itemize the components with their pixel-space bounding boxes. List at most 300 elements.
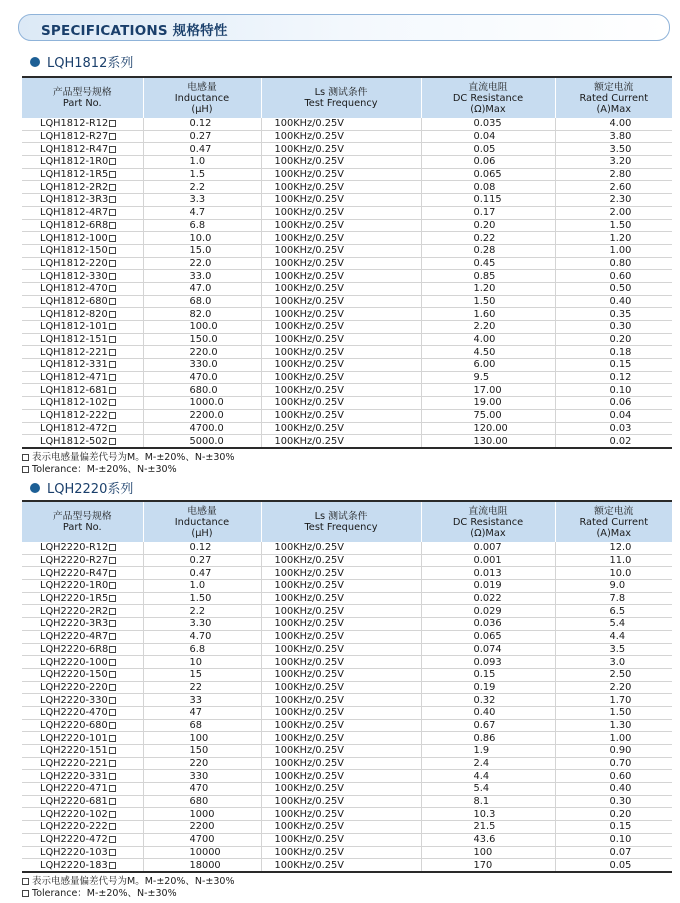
cell-inductance bbox=[143, 580, 261, 593]
table-row bbox=[22, 371, 672, 384]
cell-text: 680.0 bbox=[189, 384, 218, 396]
cell-text: 4700 bbox=[189, 834, 215, 846]
cell-dc-resistance bbox=[421, 308, 555, 321]
cell-part-no bbox=[22, 257, 143, 270]
cell-text: 100KHz/0.25V bbox=[274, 156, 344, 168]
tolerance-box-icon bbox=[109, 646, 116, 653]
tolerance-note-lqh2220 bbox=[22, 876, 235, 899]
cell-text: 1.30 bbox=[609, 719, 632, 731]
cell-text: 0.036 bbox=[473, 618, 502, 630]
cell-text: 0.30 bbox=[609, 321, 632, 333]
cell-text: 1.00 bbox=[609, 732, 632, 744]
table-row bbox=[22, 384, 672, 397]
table-row bbox=[22, 206, 672, 219]
cell-inductance bbox=[143, 745, 261, 758]
cell-dc-resistance bbox=[421, 580, 555, 593]
cell-rated-current bbox=[555, 346, 672, 359]
column-header-dc-resistance bbox=[421, 77, 555, 118]
series-title-text: LQH1812系列 bbox=[47, 56, 134, 71]
cell-dc-resistance bbox=[421, 435, 555, 448]
cell-dc-resistance bbox=[421, 795, 555, 808]
cell-text: 10.0 bbox=[609, 567, 632, 579]
cell-rated-current bbox=[555, 795, 672, 808]
tolerance-box-icon bbox=[109, 146, 116, 153]
table-row bbox=[22, 554, 672, 567]
cell-text: 10 bbox=[189, 656, 202, 668]
cell-text: 3.3 bbox=[189, 194, 206, 206]
cell-rated-current bbox=[555, 384, 672, 397]
table-row bbox=[22, 618, 672, 631]
cell-text: 3.30 bbox=[189, 618, 212, 630]
cell-part-no bbox=[22, 397, 143, 410]
table-row bbox=[22, 795, 672, 808]
cell-text: 0.019 bbox=[473, 580, 502, 592]
cell-test-frequency bbox=[261, 719, 421, 732]
table-row bbox=[22, 156, 672, 169]
cell-text: 100KHz/0.25V bbox=[274, 169, 344, 181]
cell-text: 0.065 bbox=[473, 631, 502, 643]
cell-rated-current bbox=[555, 409, 672, 422]
cell-part-no bbox=[22, 821, 143, 834]
cell-part-no bbox=[22, 770, 143, 783]
cell-dc-resistance bbox=[421, 219, 555, 232]
cell-inductance bbox=[143, 308, 261, 321]
column-header-part-no-cn: 产品型号规格 bbox=[52, 87, 112, 98]
table-row bbox=[22, 643, 672, 656]
spec-table-lqh1812 bbox=[22, 76, 672, 449]
cell-text: 0.04 bbox=[609, 410, 632, 422]
tolerance-box-icon bbox=[109, 709, 116, 716]
tolerance-box-icon bbox=[109, 412, 116, 419]
tolerance-box-icon bbox=[109, 247, 116, 254]
cell-part-no bbox=[22, 244, 143, 257]
cell-text: LQH2220-3R3 bbox=[40, 618, 109, 630]
cell-text: 2200.0 bbox=[189, 410, 224, 422]
cell-inductance bbox=[143, 194, 261, 207]
cell-text: 0.30 bbox=[609, 796, 632, 808]
cell-rated-current bbox=[555, 783, 672, 796]
tolerance-box-icon bbox=[109, 438, 116, 445]
cell-text: 0.029 bbox=[473, 605, 502, 617]
cell-part-no bbox=[22, 580, 143, 593]
cell-part-no bbox=[22, 181, 143, 194]
cell-dc-resistance bbox=[421, 846, 555, 859]
cell-part-no bbox=[22, 118, 143, 130]
cell-rated-current bbox=[555, 308, 672, 321]
cell-rated-current bbox=[555, 156, 672, 169]
cell-rated-current bbox=[555, 821, 672, 834]
cell-text: 1.60 bbox=[473, 308, 496, 320]
cell-text: LQH1812-100 bbox=[40, 232, 108, 244]
table-row bbox=[22, 219, 672, 232]
cell-dc-resistance bbox=[421, 821, 555, 834]
cell-text: 120.00 bbox=[473, 422, 508, 434]
tolerance-box-icon bbox=[109, 235, 116, 242]
cell-text: LQH1812-680 bbox=[40, 295, 108, 307]
cell-text: 1.5 bbox=[189, 169, 206, 181]
cell-inductance bbox=[143, 732, 261, 745]
table-row bbox=[22, 592, 672, 605]
cell-inductance bbox=[143, 605, 261, 618]
cell-text: 1.50 bbox=[473, 295, 496, 307]
cell-text: 1000.0 bbox=[189, 397, 224, 409]
cell-text: 470 bbox=[189, 783, 209, 795]
cell-text: 100KHz/0.25V bbox=[274, 283, 344, 295]
column-header-rated-current-en: Rated Current bbox=[579, 516, 649, 528]
table-row bbox=[22, 833, 672, 846]
cell-text: LQH1812-681 bbox=[40, 384, 108, 396]
cell-text: 100KHz/0.25V bbox=[274, 308, 344, 320]
cell-text: 100KHz/0.25V bbox=[274, 605, 344, 617]
cell-test-frequency bbox=[261, 270, 421, 283]
cell-text: 5.4 bbox=[609, 618, 626, 630]
cell-inductance bbox=[143, 618, 261, 631]
cell-part-no bbox=[22, 783, 143, 796]
cell-rated-current bbox=[555, 435, 672, 448]
cell-rated-current bbox=[555, 630, 672, 643]
note-text-cn: 表示电感量偏差代号为M。M-±20%、N-±30% bbox=[32, 876, 235, 887]
cell-part-no bbox=[22, 567, 143, 580]
cell-dc-resistance bbox=[421, 130, 555, 143]
table-row bbox=[22, 706, 672, 719]
cell-text: 470.0 bbox=[189, 372, 218, 384]
cell-test-frequency bbox=[261, 130, 421, 143]
cell-text: LQH2220-681 bbox=[40, 796, 108, 808]
cell-dc-resistance bbox=[421, 783, 555, 796]
cell-text: LQH2220-6R8 bbox=[40, 643, 109, 655]
table-row bbox=[22, 308, 672, 321]
cell-inductance bbox=[143, 821, 261, 834]
cell-text: 100.0 bbox=[189, 321, 218, 333]
cell-inductance bbox=[143, 257, 261, 270]
cell-text: 100KHz/0.25V bbox=[274, 334, 344, 346]
cell-text: LQH2220-1R5 bbox=[40, 593, 109, 605]
cell-part-no bbox=[22, 384, 143, 397]
cell-inductance bbox=[143, 783, 261, 796]
cell-dc-resistance bbox=[421, 706, 555, 719]
cell-part-no bbox=[22, 706, 143, 719]
cell-text: 1.9 bbox=[473, 745, 490, 757]
cell-text: 2.20 bbox=[609, 681, 632, 693]
cell-part-no bbox=[22, 757, 143, 770]
cell-text: 2.60 bbox=[609, 181, 632, 193]
cell-test-frequency bbox=[261, 409, 421, 422]
cell-part-no bbox=[22, 409, 143, 422]
cell-dc-resistance bbox=[421, 542, 555, 554]
cell-dc-resistance bbox=[421, 257, 555, 270]
cell-text: 100KHz/0.25V bbox=[274, 257, 344, 269]
cell-rated-current bbox=[555, 282, 672, 295]
cell-dc-resistance bbox=[421, 181, 555, 194]
cell-test-frequency bbox=[261, 706, 421, 719]
cell-test-frequency bbox=[261, 605, 421, 618]
cell-test-frequency bbox=[261, 435, 421, 448]
cell-dc-resistance bbox=[421, 282, 555, 295]
cell-rated-current bbox=[555, 770, 672, 783]
column-header-inductance-cn: 电感量 bbox=[187, 81, 217, 93]
cell-text: LQH1812-151 bbox=[40, 334, 108, 346]
tolerance-box-icon bbox=[109, 557, 116, 564]
cell-inductance bbox=[143, 143, 261, 156]
tolerance-box-icon bbox=[109, 823, 116, 830]
cell-text: LQH2220-220 bbox=[40, 681, 108, 693]
tolerance-box-icon bbox=[109, 836, 116, 843]
table-row bbox=[22, 808, 672, 821]
cell-text: 3.0 bbox=[609, 656, 626, 668]
table-row bbox=[22, 359, 672, 372]
cell-text: 100KHz/0.25V bbox=[274, 232, 344, 244]
note-text-en: Tolerance：M-±20%、N-±30% bbox=[32, 463, 177, 475]
cell-text: 0.15 bbox=[473, 669, 496, 681]
table-row bbox=[22, 567, 672, 580]
cell-text: LQH2220-4R7 bbox=[40, 631, 109, 643]
cell-rated-current bbox=[555, 592, 672, 605]
cell-test-frequency bbox=[261, 181, 421, 194]
cell-rated-current bbox=[555, 580, 672, 593]
cell-text: 0.90 bbox=[609, 745, 632, 757]
column-header-inductance-en: Inductance bbox=[174, 516, 230, 528]
cell-rated-current bbox=[555, 359, 672, 372]
cell-text: 100KHz/0.25V bbox=[274, 859, 344, 871]
tolerance-box-icon bbox=[109, 862, 116, 869]
cell-text: 0.18 bbox=[609, 346, 632, 358]
cell-test-frequency bbox=[261, 168, 421, 181]
cell-inductance bbox=[143, 859, 261, 872]
cell-dc-resistance bbox=[421, 359, 555, 372]
cell-text: 100KHz/0.25V bbox=[274, 542, 344, 554]
note-line-cn bbox=[22, 452, 235, 464]
cell-text: 43.6 bbox=[473, 834, 496, 846]
cell-inductance bbox=[143, 333, 261, 346]
cell-text: 4.7 bbox=[189, 207, 206, 219]
cell-part-no bbox=[22, 232, 143, 245]
column-header-test-frequency-en: Test Frequency bbox=[304, 522, 378, 533]
cell-part-no bbox=[22, 308, 143, 321]
cell-text: 75.00 bbox=[473, 410, 502, 422]
cell-text: 0.60 bbox=[609, 770, 632, 782]
cell-dc-resistance bbox=[421, 321, 555, 334]
cell-text: 100KHz/0.25V bbox=[274, 580, 344, 592]
tolerance-box-icon bbox=[109, 298, 116, 305]
cell-dc-resistance bbox=[421, 668, 555, 681]
cell-rated-current bbox=[555, 643, 672, 656]
cell-text: 100KHz/0.25V bbox=[274, 783, 344, 795]
cell-part-no bbox=[22, 282, 143, 295]
page-title: SPECIFICATIONS 规格特性 bbox=[41, 23, 228, 39]
column-header-test-frequency-cn: Ls 测试条件 bbox=[314, 511, 368, 522]
cell-test-frequency bbox=[261, 371, 421, 384]
cell-dc-resistance bbox=[421, 206, 555, 219]
column-header-inductance-en2: (μH) bbox=[191, 103, 213, 115]
cell-text: 100 bbox=[189, 732, 209, 744]
table-row bbox=[22, 656, 672, 669]
cell-rated-current bbox=[555, 422, 672, 435]
table-row bbox=[22, 397, 672, 410]
tolerance-box-icon bbox=[109, 798, 116, 805]
cell-text: 100KHz/0.25V bbox=[274, 643, 344, 655]
tolerance-box-icon bbox=[109, 697, 116, 704]
cell-test-frequency bbox=[261, 656, 421, 669]
tolerance-box-icon bbox=[109, 311, 116, 318]
cell-rated-current bbox=[555, 270, 672, 283]
cell-text: 1.50 bbox=[609, 707, 632, 719]
cell-text: 100KHz/0.25V bbox=[274, 118, 344, 130]
cell-text: 18000 bbox=[189, 859, 221, 871]
cell-text: 0.45 bbox=[473, 257, 496, 269]
cell-rated-current bbox=[555, 745, 672, 758]
cell-text: LQH2220-470 bbox=[40, 707, 108, 719]
cell-dc-resistance bbox=[421, 397, 555, 410]
table-row bbox=[22, 435, 672, 448]
cell-text: 0.02 bbox=[609, 435, 632, 447]
cell-text: 0.074 bbox=[473, 643, 502, 655]
cell-inductance bbox=[143, 244, 261, 257]
cell-dc-resistance bbox=[421, 156, 555, 169]
cell-part-no bbox=[22, 542, 143, 554]
tolerance-box-icon bbox=[109, 184, 116, 191]
cell-rated-current bbox=[555, 181, 672, 194]
column-header-part-no bbox=[22, 501, 143, 542]
cell-text: 100KHz/0.25V bbox=[274, 593, 344, 605]
cell-part-no bbox=[22, 219, 143, 232]
cell-text: LQH2220-100 bbox=[40, 656, 108, 668]
specifications-header bbox=[18, 14, 670, 41]
table-row bbox=[22, 630, 672, 643]
cell-inductance bbox=[143, 770, 261, 783]
cell-text: LQH1812-102 bbox=[40, 397, 108, 409]
cell-text: 6.8 bbox=[189, 643, 206, 655]
cell-text: LQH1812-502 bbox=[40, 435, 108, 447]
cell-text: 100KHz/0.25V bbox=[274, 681, 344, 693]
cell-rated-current bbox=[555, 618, 672, 631]
cell-text: 0.27 bbox=[189, 131, 212, 143]
cell-text: 0.07 bbox=[609, 846, 632, 858]
tolerance-box-icon bbox=[109, 425, 116, 432]
cell-dc-resistance bbox=[421, 422, 555, 435]
column-header-test-frequency bbox=[261, 501, 421, 542]
cell-inductance bbox=[143, 359, 261, 372]
tolerance-box-icon bbox=[109, 374, 116, 381]
cell-text: LQH1812-222 bbox=[40, 410, 108, 422]
cell-part-no bbox=[22, 422, 143, 435]
cell-text: 0.50 bbox=[609, 283, 632, 295]
cell-text: LQH1812-R12 bbox=[40, 118, 109, 130]
cell-part-no bbox=[22, 359, 143, 372]
cell-text: 2.30 bbox=[609, 194, 632, 206]
cell-part-no bbox=[22, 130, 143, 143]
cell-text: 9.0 bbox=[609, 580, 626, 592]
cell-inductance bbox=[143, 397, 261, 410]
cell-rated-current bbox=[555, 846, 672, 859]
spec-table-lqh2220 bbox=[22, 500, 672, 873]
cell-text: 4.50 bbox=[473, 346, 496, 358]
cell-text: 33 bbox=[189, 694, 202, 706]
cell-text: LQH2220-1R0 bbox=[40, 580, 109, 592]
cell-inductance bbox=[143, 219, 261, 232]
cell-inductance bbox=[143, 833, 261, 846]
cell-inductance bbox=[143, 630, 261, 643]
cell-text: 0.022 bbox=[473, 593, 502, 605]
cell-text: 100KHz/0.25V bbox=[274, 359, 344, 371]
table-row bbox=[22, 821, 672, 834]
cell-inductance bbox=[143, 409, 261, 422]
cell-text: 100 bbox=[473, 846, 493, 858]
cell-test-frequency bbox=[261, 567, 421, 580]
tolerance-box-icon bbox=[109, 582, 116, 589]
tolerance-box-icon bbox=[109, 361, 116, 368]
cell-test-frequency bbox=[261, 194, 421, 207]
cell-rated-current bbox=[555, 295, 672, 308]
cell-test-frequency bbox=[261, 156, 421, 169]
tolerance-box-icon bbox=[109, 387, 116, 394]
cell-text: 4700.0 bbox=[189, 422, 224, 434]
cell-part-no bbox=[22, 321, 143, 334]
cell-rated-current bbox=[555, 257, 672, 270]
cell-test-frequency bbox=[261, 643, 421, 656]
cell-text: 2.4 bbox=[473, 758, 490, 770]
tolerance-box-icon bbox=[109, 285, 116, 292]
tolerance-box-icon bbox=[109, 659, 116, 666]
cell-text: 100KHz/0.25V bbox=[274, 435, 344, 447]
tolerance-box-icon bbox=[109, 570, 116, 577]
cell-text: 0.093 bbox=[473, 656, 502, 668]
cell-dc-resistance bbox=[421, 371, 555, 384]
tolerance-box-icon bbox=[109, 811, 116, 818]
cell-test-frequency bbox=[261, 219, 421, 232]
cell-text: 100KHz/0.25V bbox=[274, 631, 344, 643]
cell-inductance bbox=[143, 542, 261, 554]
cell-dc-resistance bbox=[421, 694, 555, 707]
cell-part-no bbox=[22, 371, 143, 384]
table-row bbox=[22, 409, 672, 422]
cell-text: 220.0 bbox=[189, 346, 218, 358]
column-header-inductance bbox=[143, 501, 261, 542]
cell-text: 100KHz/0.25V bbox=[274, 567, 344, 579]
cell-rated-current bbox=[555, 194, 672, 207]
cell-text: 19.00 bbox=[473, 397, 502, 409]
tolerance-box-icon bbox=[109, 133, 116, 140]
cell-text: 100KHz/0.25V bbox=[274, 707, 344, 719]
cell-text: 1.20 bbox=[609, 232, 632, 244]
cell-text: 0.60 bbox=[609, 270, 632, 282]
cell-text: 0.15 bbox=[609, 821, 632, 833]
cell-dc-resistance bbox=[421, 270, 555, 283]
checkbox-square-icon bbox=[22, 454, 29, 461]
cell-test-frequency bbox=[261, 282, 421, 295]
tolerance-box-icon bbox=[109, 336, 116, 343]
cell-text: LQH2220-221 bbox=[40, 758, 108, 770]
cell-part-no bbox=[22, 833, 143, 846]
cell-part-no bbox=[22, 630, 143, 643]
cell-inductance bbox=[143, 156, 261, 169]
cell-part-no bbox=[22, 618, 143, 631]
cell-text: 100KHz/0.25V bbox=[274, 245, 344, 257]
cell-inductance bbox=[143, 567, 261, 580]
cell-dc-resistance bbox=[421, 833, 555, 846]
cell-inductance bbox=[143, 592, 261, 605]
cell-part-no bbox=[22, 859, 143, 872]
cell-text: 1.0 bbox=[189, 156, 206, 168]
tolerance-box-icon bbox=[109, 260, 116, 267]
cell-text: LQH2220-472 bbox=[40, 834, 108, 846]
cell-text: 100KHz/0.25V bbox=[274, 410, 344, 422]
cell-text: 100KHz/0.25V bbox=[274, 834, 344, 846]
note-line-en bbox=[22, 888, 235, 900]
cell-text: 22 bbox=[189, 681, 202, 693]
tolerance-box-icon bbox=[109, 671, 116, 678]
cell-inductance bbox=[143, 795, 261, 808]
cell-test-frequency bbox=[261, 384, 421, 397]
